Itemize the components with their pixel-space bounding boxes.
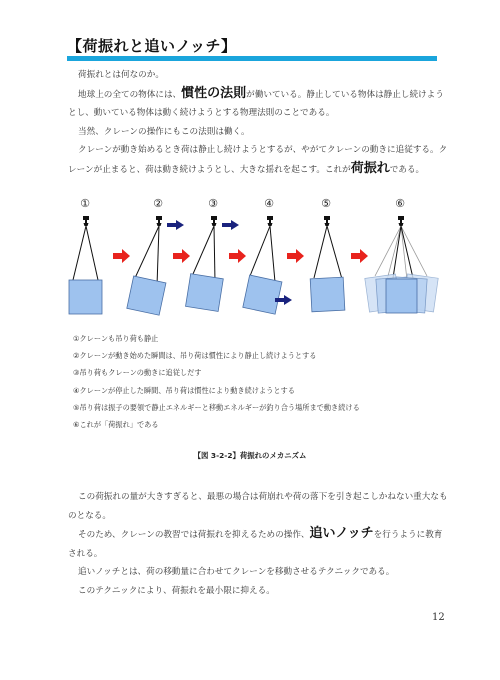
term-oi-notch: 追いノッチ bbox=[309, 526, 374, 541]
term-inertia: 慣性の法則 bbox=[181, 85, 247, 101]
caption-item-3: ③吊り荷もクレーンの動きに追従しだす bbox=[73, 368, 202, 378]
step-number-4: ④ bbox=[264, 197, 274, 210]
intro-question: 荷振れとは何なのか。 bbox=[78, 70, 164, 80]
crane-step-5 bbox=[310, 216, 345, 312]
intro-paragraph-2: 当然、クレーンの操作にもこの法則は働く。 bbox=[78, 126, 250, 137]
red-arrow-4 bbox=[287, 249, 304, 263]
step-number-1: ① bbox=[80, 197, 90, 210]
step-number-6: ⑥ bbox=[395, 197, 405, 210]
load-sway-diagram bbox=[55, 190, 455, 330]
caption-item-5: ⑤吊り荷は振子の要領で静止エネルギーと移動エネルギーが釣り合う場所まで動き続ける bbox=[73, 402, 360, 412]
blue-arrow-crane-2 bbox=[167, 220, 184, 230]
crane-step-4 bbox=[243, 216, 292, 314]
outro-text bbox=[68, 488, 448, 600]
step-number-3: ③ bbox=[208, 197, 218, 210]
outro-paragraph-1: この荷振れの量が大きすぎると、最悪の場合は荷崩れや荷の落下を引き起こしかねない重大なものとなる。 bbox=[68, 492, 448, 521]
outro-paragraph-2: そのため、クレーンの教習では荷振れを抑えるための操作、追いノッチを行うように教育される。 bbox=[68, 526, 443, 559]
red-arrow-3 bbox=[229, 249, 246, 263]
step-number-5: ⑤ bbox=[321, 197, 331, 210]
caption-item-4: ④クレーンが停止した瞬間、吊り荷は慣性により動き続けようとする bbox=[73, 385, 295, 395]
caption-item-2: ②クレーンが動き始めた瞬間は、吊り荷は慣性により静止し続けようとする bbox=[73, 351, 317, 361]
red-arrow-5 bbox=[351, 249, 368, 263]
section-heading bbox=[67, 34, 437, 64]
intro-paragraph-3: クレーンが動き始めるとき荷は静止し続けようとするが、やがてクレーンの動きに追従する。クレーンが止まると、荷は動き続けようとし、大きな揺れを起こす。これが荷振れである。 bbox=[68, 145, 448, 176]
heading-text: 【荷振れと追いノッチ】 bbox=[67, 37, 237, 55]
caption-item-1: ①クレーンも吊り荷も静止 bbox=[73, 334, 159, 343]
intro-paragraph-1: 地球上の全ての物体には、慣性の法則が働いている。静止している物体は静止し続けようとし、動いている物体は動く続けようとする物理法則のことである。 bbox=[68, 85, 444, 118]
caption-item-6: ⑥これが「荷振れ」である bbox=[73, 420, 159, 430]
crane-step-3 bbox=[186, 216, 239, 311]
outro-paragraph-4: このテクニックにより、荷振れを最小限に抑える。 bbox=[78, 585, 275, 596]
red-arrow-1 bbox=[113, 249, 130, 263]
red-arrow-2 bbox=[173, 249, 190, 263]
heading-underline-bar bbox=[67, 56, 437, 61]
outro-paragraph-3: 追いノッチとは、荷の移動量に合わせてクレーンを移動させるテクニックである。 bbox=[78, 567, 395, 577]
crane-step-1 bbox=[69, 216, 102, 314]
figure-title: 【図 3-2-2】荷振れのメカニズム bbox=[193, 451, 307, 460]
step-caption-list bbox=[73, 330, 360, 433]
crane-step-6 bbox=[365, 216, 438, 313]
blue-arrow-crane-3 bbox=[222, 220, 239, 230]
intro-text bbox=[68, 66, 448, 179]
step-number-2: ② bbox=[153, 197, 163, 210]
crane-step-2 bbox=[127, 216, 184, 315]
term-load-sway: 荷振れ bbox=[350, 160, 390, 176]
page-number: 12 bbox=[432, 612, 445, 623]
